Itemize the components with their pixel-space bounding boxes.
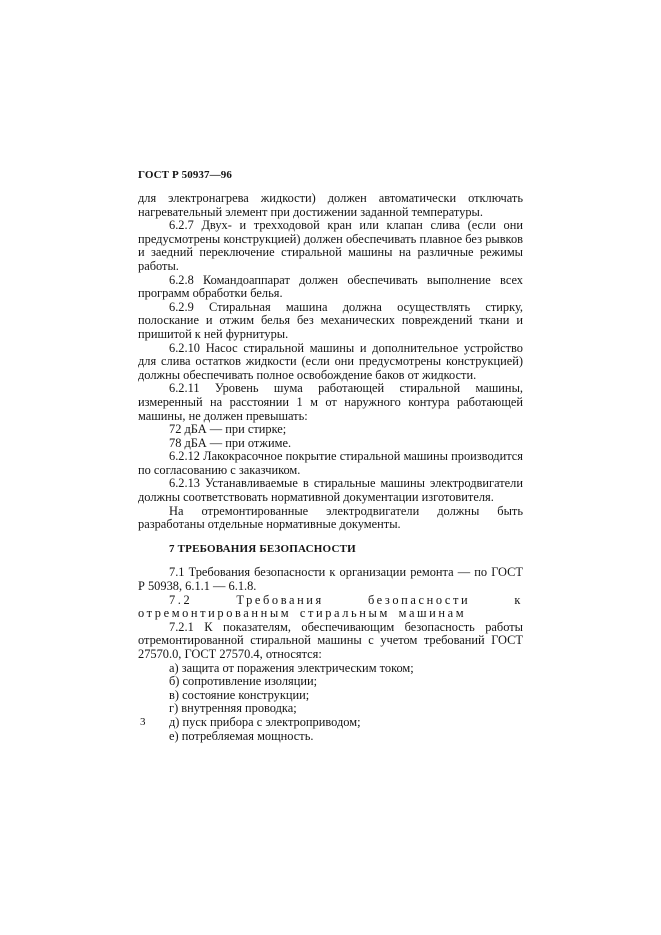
paragraph-6-2-9: 6.2.9 Стиральная машина должна осуществлять стирку, полоскание и отжим белья без механических повреждений ткани и пришитой к ней фурнитуры.: [138, 299, 523, 341]
safety-indicators-list: [138, 662, 523, 744]
paragraph-6-2-11: 6.2.11 Уровень шума работающей стиральной машины, измеренный на расстоянии 1 м от наружного контура работающей машины, не должен превышать:: [138, 381, 523, 423]
page-number: 3: [140, 716, 146, 728]
paragraph-continuation: для электронагрева жидкости) должен автоматически отключать нагревательный элемент при достижении заданной температуры.: [138, 191, 523, 219]
paragraph-7-2: 7.2 Требования безопасности к отремонтированным стиральным машинам: [138, 592, 523, 621]
paragraph-7-2-1: 7.2.1 К показателям, обеспечивающим безопасность работы отремонтированной стиральной машины с учетом требований ГОСТ 27570.0, ГОСТ 27570.4, относятся:: [138, 619, 523, 661]
noise-level-washing: 72 дБА — при стирке;: [169, 422, 287, 437]
list-item: д) пуск прибора с электроприводом;: [169, 714, 361, 729]
noise-level-spin: 78 дБА — при отжиме.: [169, 435, 292, 450]
list-item: г) внутренняя проводка;: [169, 701, 297, 716]
section-7-title: 7 ТРЕБОВАНИЯ БЕЗОПАСНОСТИ: [169, 542, 356, 555]
paragraph-6-2-10: 6.2.10 Насос стиральной машины и дополнительное устройство для слива остатков жидкости (если они предусмотрены конструкцией) должны обеспечивать полное освобождение баков от жидкости.: [138, 340, 523, 382]
paragraph-6-2-7: 6.2.7 Двух- и трехходовой кран или клапан слива (если они предусмотрены конструкцией) должен обеспечивать плавное без рывков и заедний переключение стиральной машины на различные режимы работы.: [138, 218, 523, 273]
document-body: [138, 192, 523, 743]
list-item: б) сопротивление изоляции;: [169, 674, 318, 689]
paragraph-6-2-13: 6.2.13 Устанавливаемые в стиральные машины электродвигатели должны соответствовать нормативной документации изготовителя.: [138, 476, 523, 505]
paragraph-motors-docs: На отремонтированные электродвигатели должны быть разработаны отдельные нормативные документы.: [138, 503, 523, 532]
list-item: е) потребляемая мощность.: [169, 728, 314, 743]
paragraph-7-1: 7.1 Требования безопасности к организации ремонта — по ГОСТ Р 50938, 6.1.1 — 6.1.8.: [138, 565, 523, 594]
list-item: а) защита от поражения электрическим током;: [169, 660, 414, 675]
paragraph-6-2-12: 6.2.12 Лакокрасочное покрытие стиральной машины производится по согласованию с заказчиком.: [138, 449, 523, 477]
list-item: в) состояние конструкции;: [169, 687, 310, 702]
document-header: ГОСТ Р 50937—96: [138, 169, 232, 181]
paragraph-6-2-8: 6.2.8 Командоаппарат должен обеспечивать выполнение всех программ обработки белья.: [138, 272, 523, 301]
